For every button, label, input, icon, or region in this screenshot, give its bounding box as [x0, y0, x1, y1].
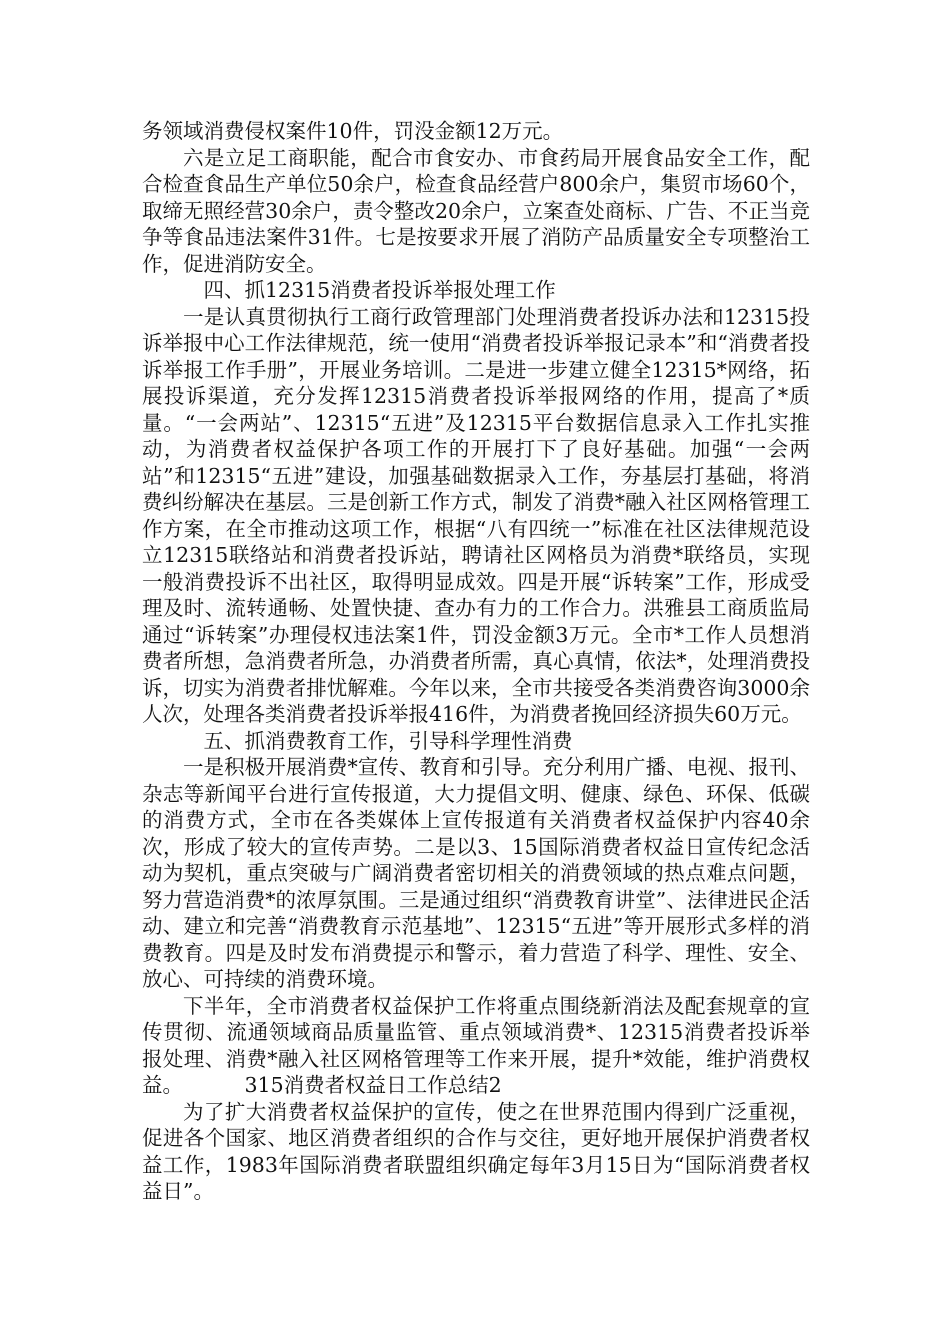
document-body [142, 118, 810, 1205]
paragraph-consumer-day: 为了扩大消费者权益保护的宣传，使之在世界范围内得到广泛重视，促进各个国家、地区消费者组织的合作与交往，更好地开展保护消费者权益工作，1983年国际消费者联盟组织确定每年3月15日为“国际消费者权益日”。 [142, 1099, 810, 1203]
paragraph-second-half-text: 下半年，全市消费者权益保护工作将重点围绕新消法及配套规章的宣传贯彻、流通领域商品质量监管、重点领域消费*、12315消费者投诉举报处理、消费*融入社区网格管理等工作来开展，提升*效能，维护消费权益。 [142, 993, 810, 1097]
paragraph-second-half [142, 993, 810, 1099]
summary-2-title: 315消费者权益日工作总结2 [244, 1073, 502, 1097]
paragraph-complaints: 一是认真贯彻执行工商行政管理部门处理消费者投诉办法和12315投诉举报中心工作法律规范，统一使用“消费者投诉举报记录本”和“消费者投诉举报工作手册”，开展业务培训。二是进一步建立健全12315*网络，拓展投诉渠道，充分发挥12315消费者投诉举报网络的作用，提高了*质量。“一会两站”、12315“五进”及12315平台数据信息录入工作扎实推动，为消费者权益保护各项工作的开展打下了良好基础。加强“一会两站”和12315“五进”建设，加强基础数据录入工作，夯基层打基础，将消费纠纷解决在基层。三是创新工作方式，制发了消费*融入社区网格管理工作方案，在全市推动这项工作，根据“八有四统一”标准在社区法律规范设立12315联络站和消费者投诉站，聘请社区网格员为消费*联络员，实现一般消费投诉不出社区，取得明显成效。四是开展“诉转案”工作，形成受理及时、流转通畅、处置快捷、查办有力的工作合力。洪雅县工商质监局通过“诉转案”办理侵权违法案1件，罚没金额3万元。全市*工作人员想消费者所想，急消费者所急，办消费者所需，真心真情，依法*，处理消费投诉，切实为消费者排忧解难。今年以来，全市共接受各类消费咨询3000余人次，处理各类消费者投诉举报416件，为消费者挽回经济损失60万元。 [142, 304, 810, 726]
paragraph-continuation: 务领域消费侵权案件10件，罚没金额12万元。 [142, 119, 564, 143]
paragraph-food-safety: 六是立足工商职能，配合市食安办、市食药局开展食品安全工作，配合检查食品生产单位50余户，检查食品经营户800余户，集贸市场60个，取缔无照经营30余户，责令整改20余户，立案查处商标、广告、不正当竞争等食品违法案件31件。七是按要求开展了消防产品质量安全专项整治工作，促进消防安全。 [142, 145, 810, 276]
section-heading-4: 四、抓12315消费者投诉举报处理工作 [203, 278, 556, 302]
paragraph-education: 一是积极开展消费*宣传、教育和引导。充分利用广播、电视、报刊、杂志等新闻平台进行宣传报道，大力提倡文明、健康、绿色、环保、低碳的消费方式，全市在各类媒体上宣传报道有关消费者权益保护内容40余次，形成了较大的宣传声势。二是以3、15国际消费者权益日宣传纪念活动为契机，重点突破与广阔消费者密切相关的消费领域的热点难点问题，努力营造消费*的浓厚氛围。三是通过组织“消费教育讲堂”、法律进民企活动、建立和完善“消费教育示范基地”、12315“五进”等开展形式多样的消费教育。四是及时发布消费提示和警示，着力营造了科学、理性、安全、放心、可持续的消费环境。 [142, 755, 810, 991]
section-heading-5: 五、抓消费教育工作，引导科学理性消费 [203, 728, 573, 753]
